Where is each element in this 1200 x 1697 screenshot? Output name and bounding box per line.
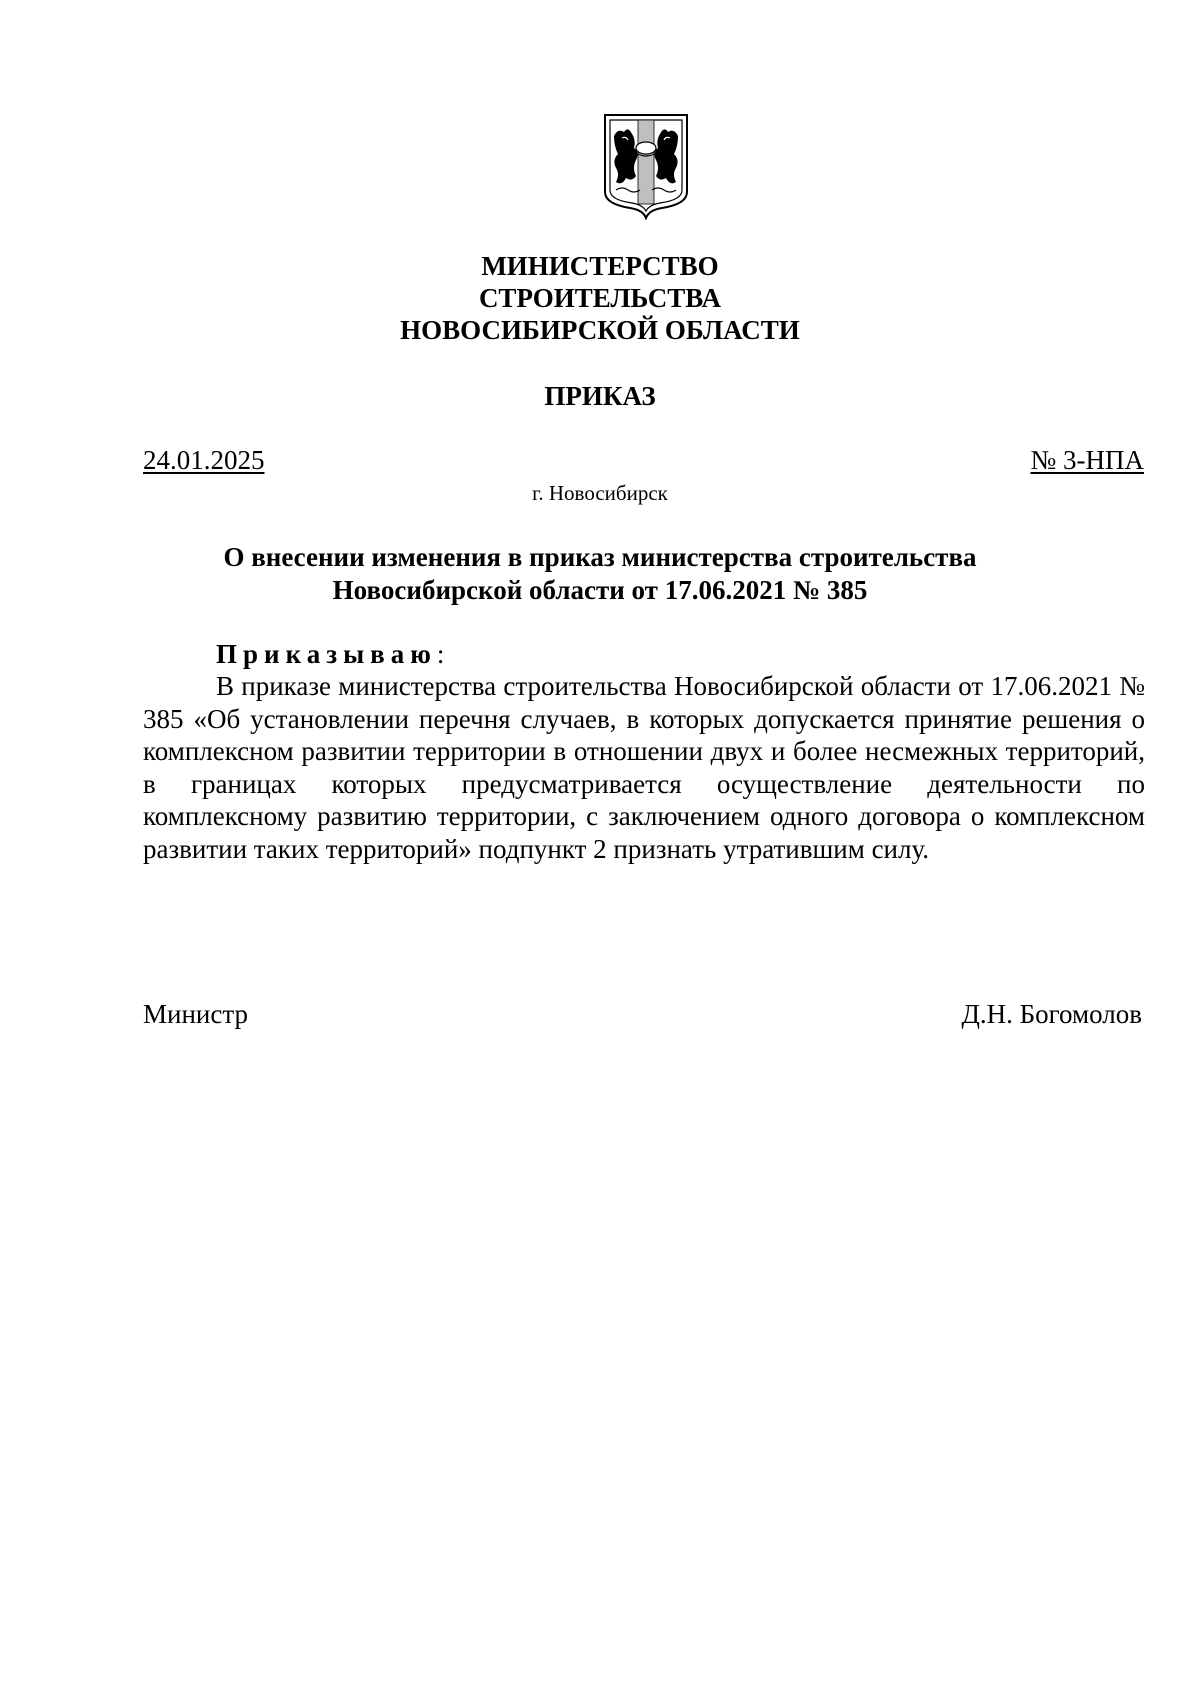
document-number: № 3-НПА [1030, 445, 1144, 475]
decree-heading [216, 638, 444, 670]
ministry-name-line-3: НОВОСИБИРСКОЙ ОБЛАСТИ [400, 315, 800, 345]
signatory-title: Министр [143, 999, 248, 1029]
decree-word: Приказываю [216, 639, 437, 669]
document-city: г. Новосибирск [532, 481, 668, 505]
subject-line-2: Новосибирской области от 17.06.2021 № 385 [332, 575, 868, 605]
signatory-name: Д.Н. Богомолов [961, 999, 1142, 1029]
coat-of-arms-icon [602, 112, 690, 220]
ministry-name-line-2: СТРОИТЕЛЬСТВА [478, 283, 722, 313]
order-body-paragraph: В приказе министерства строительства Новосибирской области от 17.06.2021 № 385 «Об установлении перечня случаев, в которых допускается принятие решения о комплексном развитии территории в отношении двух и более несмежных территорий, в границах которых предусматривается осуществление деятельности по комплексному развитию территории, с заключением одного договора о комплексном развитии таких территорий» подпункт 2 признать утратившим силу. [143, 671, 1145, 864]
document-date: 24.01.2025 [143, 445, 265, 475]
ministry-name-line-1: МИНИСТЕРСТВО [481, 251, 719, 281]
document-type-title: ПРИКАЗ [544, 381, 656, 411]
subject-line-1: О внесении изменения в приказ министерства строительства [223, 542, 977, 572]
decree-colon: : [436, 639, 445, 669]
